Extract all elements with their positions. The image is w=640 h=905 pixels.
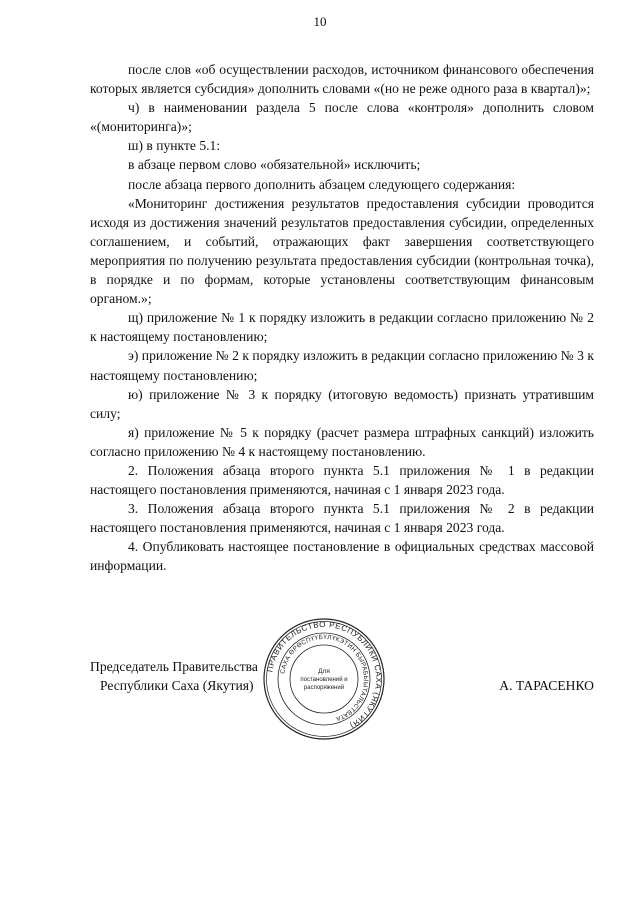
paragraph: щ) приложение № 1 к порядку изложить в редакции согласно приложению № 2 к настоящему постановлению; [90, 310, 594, 345]
paragraph: ч) в наименовании раздела 5 после слова «контроля» дополнить словом «(мониторинга)»; [90, 100, 594, 135]
signature-block [90, 657, 594, 737]
document-body [90, 60, 594, 576]
paragraph: в абзаце первом слово «обязательной» исключить; [128, 157, 421, 173]
paragraph: 3. Положения абзаца второго пункта 5.1 приложения № 2 в редакции настоящего постановления применяются, начиная с 1 января 2023 года. [90, 501, 594, 536]
seal-center-line-1: Для [318, 668, 330, 675]
signatory-title-line-1: Председатель Правительства [90, 659, 258, 674]
seal-center-line-3: распоряжений [303, 685, 345, 691]
signatory-title-line-2: Республики Саха (Якутия) [100, 678, 254, 693]
paragraph: 4. Опубликовать настоящее постановление в официальных средствах массовой информации. [90, 539, 594, 574]
paragraph: ю) приложение № 3 к порядку (итоговую ведомость) признать утратившим силу; [90, 386, 594, 421]
paragraph: после абзаца первого дополнить абзацем следующего содержания: [128, 176, 516, 192]
paragraph: ш) в пункте 5.1: [128, 138, 221, 154]
paragraph: 2. Положения абзаца второго пункта 5.1 приложения № 1 в редакции настоящего постановления применяются, начиная с 1 января 2023 года. [90, 462, 594, 498]
paragraph: «Мониторинг достижения результатов предоставления субсидии проводится исходя из достижения значений результатов предоставления субсидии, определенных соглашением, и событий, отражающих факт завершения соответствующего мероприятия по получению результата предоставления субсидии (контрольная точка), в порядке и по формам, которые установлены соответствующим финансовым органом.»; [90, 195, 594, 307]
paragraph: после слов «об осуществлении расходов, источником финансового обеспечения которых является субсидия» дополнить словами «(но не реже одного раза в квартал)»; [90, 62, 594, 97]
seal-inner-text: САХА ӨРӨСПҮҮБҮЛҮКЭТИН БЫРАБЫЫТАЛЬСТВАТА [279, 633, 370, 723]
signatory-name: А. ТАРАСЕНКО [499, 678, 594, 693]
paragraph: э) приложение № 2 к порядку изложить в редакции согласно приложению № 3 к настоящему постановлению; [90, 348, 594, 383]
seal-center-line-2: постановлений и [300, 677, 348, 683]
paragraph: я) приложение № 5 к порядку (расчет размера штрафных санкций) изложить согласно приложению № 4 к настоящему постановлению. [90, 424, 594, 459]
page-number: 10 [313, 14, 327, 29]
seal-outer-text: ПРАВИТЕЛЬСТВО РЕСПУБЛИКИ САХА (ЯКУТИЯ) [265, 619, 384, 731]
